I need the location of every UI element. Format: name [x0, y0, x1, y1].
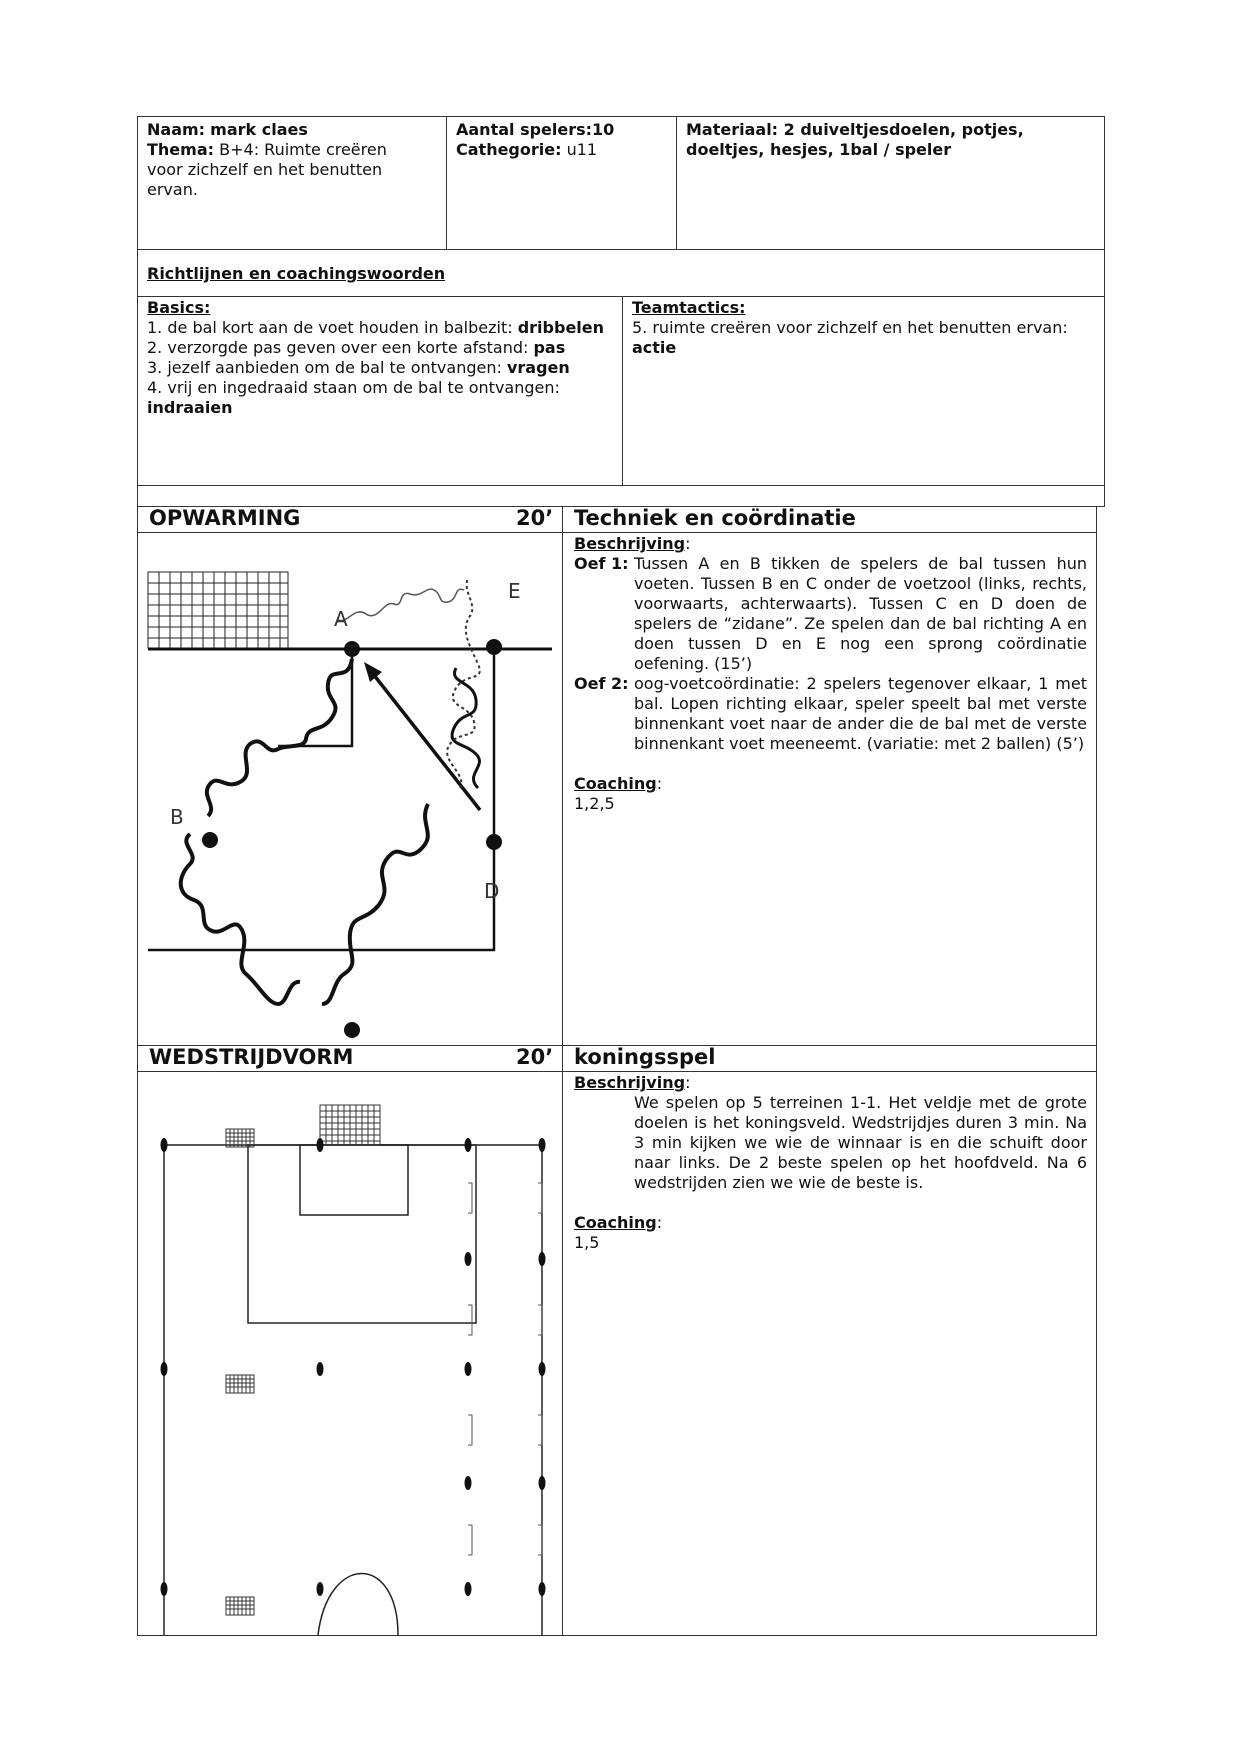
warmup-coaching-value: 1,2,5: [574, 794, 615, 813]
basics-item-4-text: 4. vrij en ingedraaid staan om de bal te ontvangen:: [147, 378, 560, 397]
pass-arrow: [370, 670, 480, 810]
categorie-label: Cathegorie:: [456, 140, 562, 159]
label-b: B: [170, 805, 184, 829]
header-material-cell: [676, 116, 1105, 164]
warmup-title: OPWARMING: [149, 506, 301, 530]
naam-value: mark claes: [210, 120, 308, 139]
oef1-text: Tussen A en B tikken de spelers de bal tussen hun voeten. Tussen B en C onder de voetzool (links, rechts, voorwaarts, achterwaarts). Tussen C en D doen de spelers de “zidane”. Ze spelen dan de bal richting A en doen tussen D en E nog een sprong coördinatie oefening. (15’): [634, 554, 1087, 673]
warmup-desc-label: Beschrijving: [574, 534, 686, 553]
coordination-path-top: [338, 589, 464, 620]
spelers-label: Aantal spelers:10: [456, 120, 615, 139]
dribble-path-bottom-left: [181, 834, 300, 1004]
goal-area: [300, 1145, 408, 1215]
warmup-diagram: [138, 534, 562, 1046]
inner-square-lines: [278, 649, 352, 746]
player-d: [486, 834, 502, 850]
basics-cell: [137, 296, 622, 422]
categorie-value: u11: [566, 140, 598, 159]
match-coaching-value: 1,5: [574, 1233, 600, 1252]
oef2-text: oog-voetcoördinatie: 2 spelers tegenover elkaar, 1 met bal. Lopen richting elkaar, speler speelt bal met verste binnenkant voet naar de ander die de bal met de verste binnenkant voet meeneemt. (variatie: met 2 ballen) (5’): [634, 674, 1087, 753]
arrow-head: [364, 662, 382, 682]
goal-net: [148, 572, 288, 648]
match-desc-text: We spelen op 5 terreinen 1-1. Het veldje met de grote doelen is het koningsveld. Wedstrijdjes duren 3 min. Na 3 min kijken we wie de winnaar is en die schuift door naar links. De 2 beste spelen op het hoofdveld. Na 6 wedstrijden zien we wie de beste is.: [634, 1093, 1087, 1192]
center-arc: [318, 1574, 398, 1636]
match-time: 20’: [516, 1045, 554, 1069]
dribble-path-bottom-right: [322, 804, 428, 1004]
header-players-cell: [446, 116, 676, 164]
match-description: Beschrijving: We spelen op 5 terreinen 1-1. Het veldje met de grote doelen is het koningsveld. Wedstrijdjes duren 3 min. Na 3 min kijken we wie de winnaar is en die schuift door naar links. De 2 beste spelen op het hoofdveld. Na 6 wedstrijden zien we wie de beste is. Coaching: 1,5: [574, 1073, 1087, 1252]
warmup-subtitle: Techniek en coördinatie: [574, 506, 856, 530]
warmup-time: 20’: [516, 506, 554, 530]
basics-item-4: [147, 378, 612, 418]
basics-item-3-keyword: vragen: [506, 358, 570, 377]
match-subtitle: koningsspel: [574, 1045, 716, 1069]
thema-label: Thema:: [147, 140, 215, 159]
naam-label: Naam:: [147, 120, 206, 139]
team-item-1: [632, 318, 1095, 358]
warmup-description: Beschrijving: Oef 1: Tussen A en B tikken de spelers de bal tussen hun voeten. Tussen B en C onder de voetzool (links, rechts, voorwaarts, achterwaarts). Tussen C en D doen de spelers de “zidane”. Ze spelen dan de bal richting A en doen tussen D en E nog een sprong coördinatie oefening. (15’) Oef 2: oog-voetcoördinatie: 2 spelers tegenover elkaar, 1 met bal. Lopen richting elkaar, speler speelt bal met verste binnenkant voet naar de ander die de bal met de verste binnenkant voet meeneemt. (variatie: met 2 ballen) (5’) Coaching: 1,2,5: [574, 534, 1087, 813]
basics-item-1-keyword: dribbelen: [517, 318, 605, 337]
match-desc-label: Beschrijving: [574, 1073, 686, 1092]
spacer-row: [137, 485, 1105, 507]
guidelines-title: Richtlijnen en coachingswoorden: [147, 264, 446, 283]
oef2-label: Oef 2:: [574, 674, 629, 693]
oef1-label: Oef 1:: [574, 554, 629, 573]
match-title: WEDSTRIJDVORM: [149, 1045, 354, 1069]
thema-value: B+4: Ruimte creëren voor zichzelf en het benutten ervan.: [147, 140, 387, 199]
team-item-1-keyword: actie: [632, 338, 677, 357]
cones: [161, 1138, 546, 1596]
small-goals: [226, 1129, 254, 1615]
basics-item-4-keyword: indraaien: [147, 398, 233, 417]
label-a: A: [334, 607, 348, 631]
player-c: [344, 1022, 360, 1038]
team-item-1-text: 5. ruimte creëren voor zichzelf en het benutten ervan:: [632, 318, 1068, 337]
header-name-cell: [137, 116, 446, 204]
oef1: [574, 554, 1087, 674]
team-cell: [622, 296, 1105, 362]
basics-item-2: [147, 338, 612, 358]
mini-goals-right: [468, 1183, 542, 1555]
label-e: E: [508, 579, 521, 603]
penalty-area: [248, 1145, 476, 1323]
dribble-path-left: [207, 659, 352, 816]
basics-item-3: [147, 358, 612, 378]
basics-item-2-keyword: pas: [533, 338, 566, 357]
oef2: [574, 674, 1087, 754]
basics-title: Basics:: [147, 298, 211, 317]
materiaal-text: Materiaal: 2 duiveltjesdoelen, potjes, doeltjes, hesjes, 1bal / speler: [686, 120, 1024, 159]
player-e-cone: [486, 639, 502, 655]
basics-item-1-text: 1. de bal kort aan de voet houden in balbezit:: [147, 318, 518, 337]
warmup-coaching-label: Coaching: [574, 774, 657, 793]
basics-item-3-text: 3. jezelf aanbieden om de bal te ontvangen:: [147, 358, 507, 377]
basics-item-1: [147, 318, 612, 338]
team-title: Teamtactics:: [632, 298, 746, 317]
player-a: [344, 641, 360, 657]
player-b: [202, 832, 218, 848]
match-diagram: [138, 1073, 562, 1635]
match-coaching-label: Coaching: [574, 1213, 657, 1232]
label-d: D: [484, 879, 500, 903]
basics-item-2-text: 2. verzorgde pas geven over een korte afstand:: [147, 338, 534, 357]
big-goal: [320, 1105, 380, 1145]
